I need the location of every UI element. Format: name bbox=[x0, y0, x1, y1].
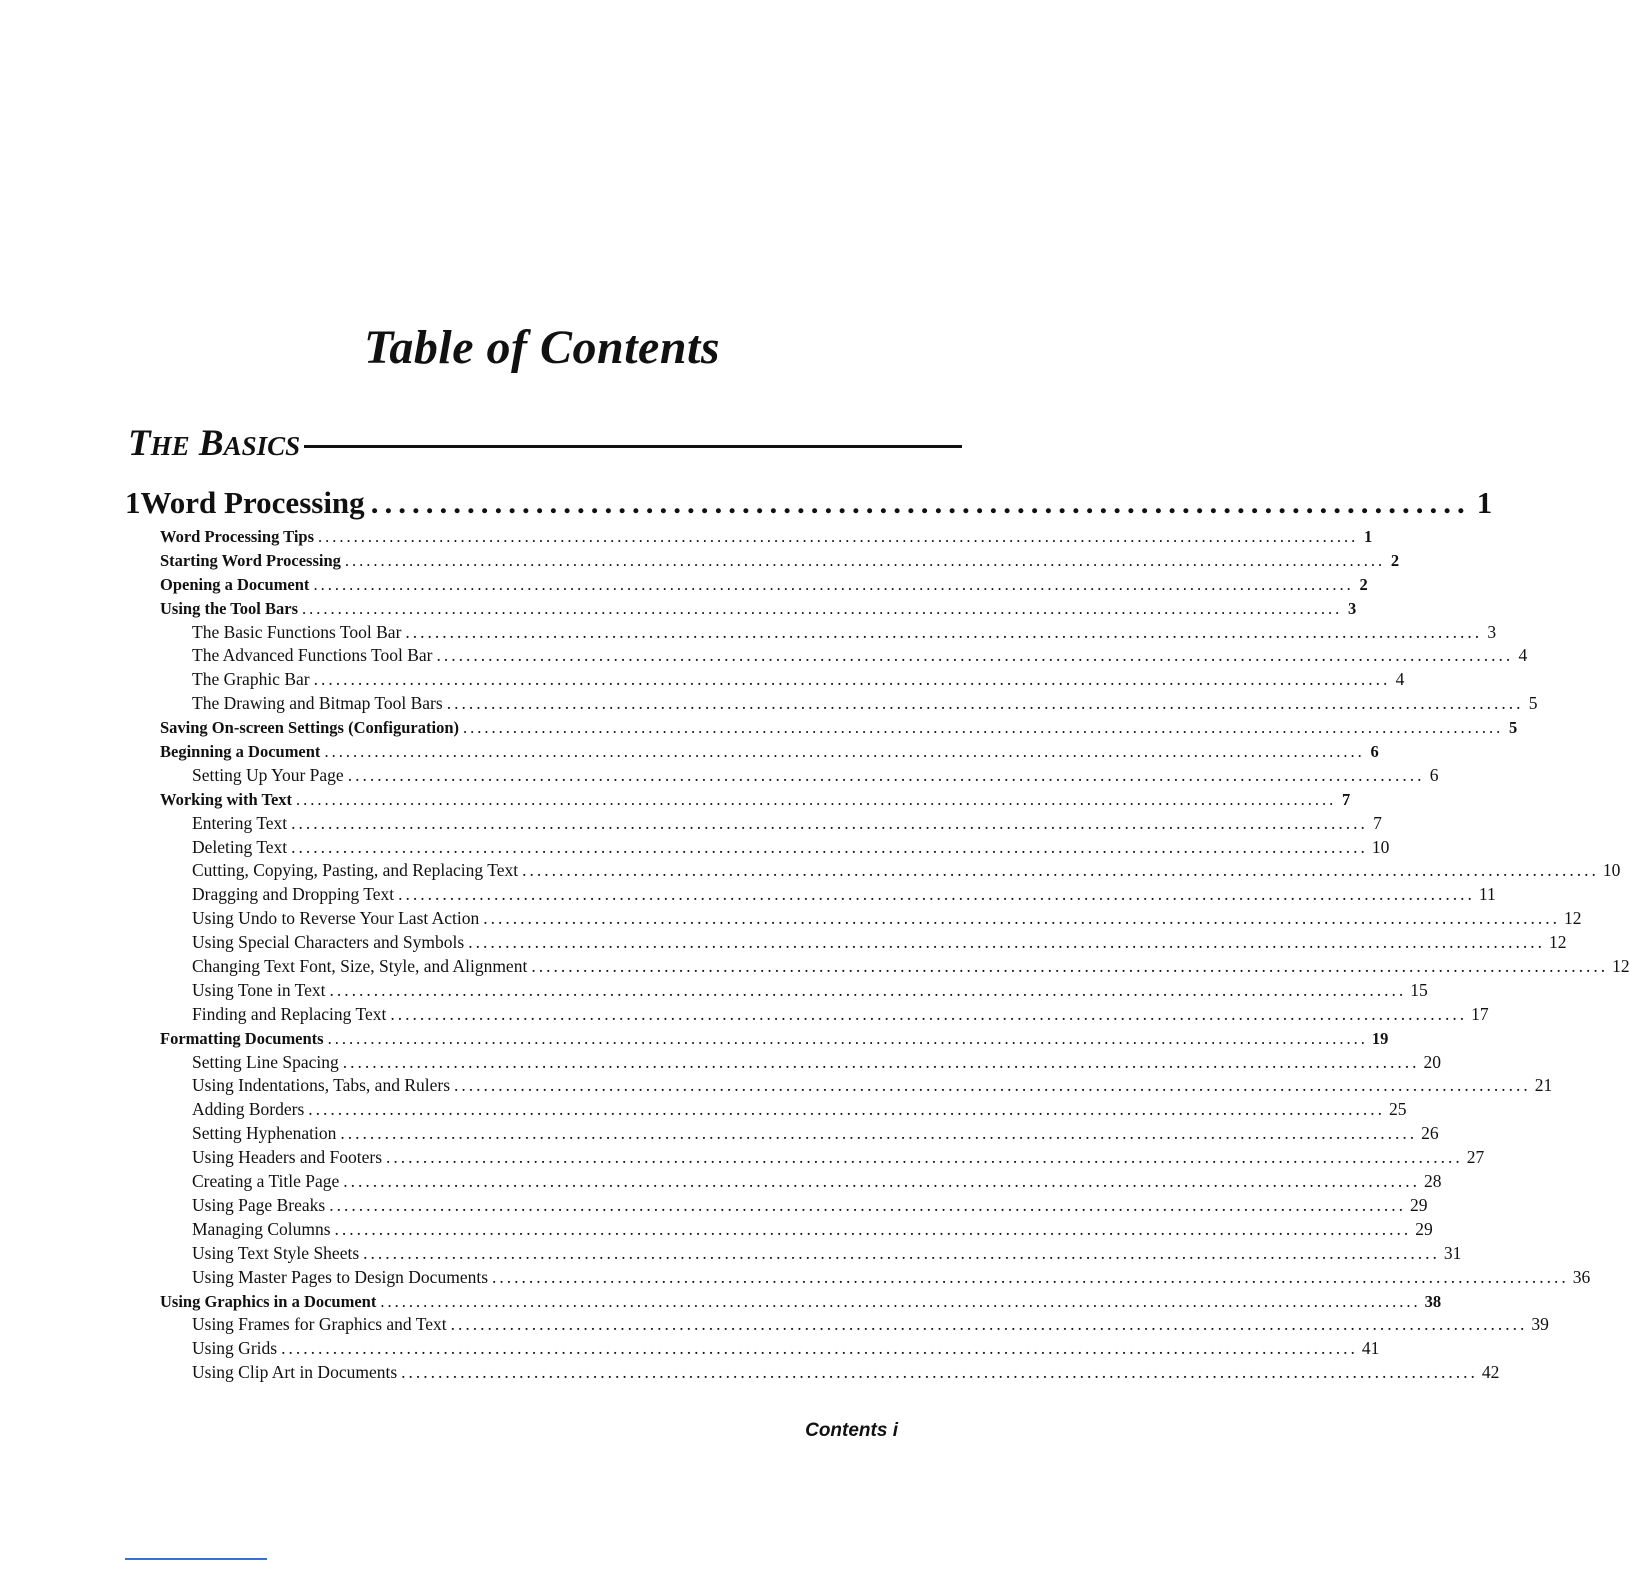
dot-leader: .................................................................................................................................................. bbox=[450, 1314, 1528, 1335]
toc-subentry: Using Frames for Graphics and Text .................................................................................................................................................. 39 bbox=[158, 1313, 960, 1337]
dot-leader: .................................................................................................................................................. bbox=[398, 884, 1475, 905]
chapter-page-number: 1 bbox=[1476, 485, 1493, 520]
toc-subentry: Adding Borders .................................................................................................................................................. 25 bbox=[158, 1098, 960, 1122]
dot-leader: .................................................................................................................................................. bbox=[329, 979, 1407, 1000]
toc-subentry: Setting Hyphenation .................................................................................................................................................. 26 bbox=[158, 1122, 960, 1146]
toc-entry: Formatting Documents .................................................................................................................................................. 19 bbox=[158, 1027, 960, 1051]
dot-leader: .................................................................................................................................................. bbox=[401, 1362, 1478, 1383]
chapter-heading bbox=[125, 485, 1493, 525]
dot-leader: .................................................................................................................................................. bbox=[492, 1266, 1569, 1287]
section-rule bbox=[304, 445, 962, 448]
toc-list bbox=[158, 525, 1630, 1385]
dot-leader: ................................................................................ bbox=[370, 485, 1471, 520]
toc-subentry: Setting Line Spacing .................................................................................................................................................. 20 bbox=[158, 1051, 960, 1075]
toc-subentry: The Graphic Bar .................................................................................................................................................. 4 bbox=[158, 668, 960, 692]
dot-leader: .................................................................................................................................................. bbox=[463, 718, 1504, 738]
toc-subentry: Dragging and Dropping Text .................................................................................................................................................. 11 bbox=[158, 883, 960, 907]
dot-leader: .................................................................................................................................................. bbox=[318, 527, 1359, 546]
toc-entry: Word Processing Tips .................................................................................................................................................. 1 bbox=[158, 525, 960, 549]
dot-leader: .................................................................................................................................................. bbox=[363, 1242, 1440, 1263]
dot-leader: .................................................................................................................................................. bbox=[342, 1051, 1420, 1072]
toc-subentry: Using Clip Art in Documents .................................................................................................................................................. 42 bbox=[158, 1361, 960, 1385]
dot-leader: .................................................................................................................................................. bbox=[327, 1028, 1368, 1048]
chapter-number: 1 bbox=[125, 485, 141, 520]
toc-subentry: Using Grids .................................................................................................................................................. 41 bbox=[158, 1337, 960, 1361]
dot-leader: .................................................................................................................................................. bbox=[340, 1123, 1418, 1144]
toc-entry: Beginning a Document .................................................................................................................................................. 6 bbox=[158, 740, 960, 764]
toc-subentry: The Basic Functions Tool Bar .................................................................................................................................................. 3 bbox=[158, 621, 960, 645]
bottom-divider bbox=[125, 1558, 267, 1560]
toc-subentry: Cutting, Copying, Pasting, and Replacing Text .................................................................................................................................................. 10 bbox=[158, 859, 960, 883]
toc-entry: Starting Word Processing .................................................................................................................................................. 2 bbox=[158, 549, 960, 573]
dot-leader: .................................................................................................................................................. bbox=[390, 1003, 1468, 1024]
dot-leader: .................................................................................................................................................. bbox=[454, 1075, 1531, 1096]
toc-subentry: Using Page Breaks .................................................................................................................................................. 29 bbox=[158, 1194, 960, 1218]
dot-leader: .................................................................................................................................................. bbox=[380, 1291, 1421, 1311]
section-title: THE BASICS bbox=[128, 422, 301, 464]
toc-subentry: The Drawing and Bitmap Tool Bars .................................................................................................................................................. 5 bbox=[158, 692, 960, 716]
dot-leader: .................................................................................................................................................. bbox=[334, 1218, 1412, 1239]
dot-leader: .................................................................................................................................................. bbox=[405, 621, 1483, 642]
dot-leader: .................................................................................................................................................. bbox=[531, 956, 1609, 977]
section-heading bbox=[128, 418, 962, 468]
dot-leader: .................................................................................................................................................. bbox=[291, 836, 1368, 857]
dot-leader: .................................................................................................................................................. bbox=[324, 742, 1365, 762]
toc-subentry: Deleting Text .................................................................................................................................................. 10 bbox=[158, 836, 960, 860]
page-title: Table of Contents bbox=[363, 321, 721, 374]
toc-subentry: Managing Columns .................................................................................................................................................. 29 bbox=[158, 1218, 960, 1242]
dot-leader: .................................................................................................................................................. bbox=[313, 669, 1391, 690]
toc-subentry: Creating a Title Page .................................................................................................................................................. 28 bbox=[158, 1170, 960, 1194]
dot-leader: .................................................................................................................................................. bbox=[343, 1171, 1421, 1192]
dot-leader: .................................................................................................................................................. bbox=[436, 645, 1514, 666]
page-footer: Contents i bbox=[805, 1420, 898, 1441]
dot-leader: .................................................................................................................................................. bbox=[291, 812, 1368, 833]
dot-leader: .................................................................................................................................................. bbox=[446, 693, 1524, 714]
toc-subentry: Changing Text Font, Size, Style, and Alignment .................................................................................................................................................. 12 bbox=[158, 955, 960, 979]
dot-leader: .................................................................................................................................................. bbox=[468, 932, 1545, 953]
dot-leader: .................................................................................................................................................. bbox=[313, 574, 1354, 594]
dot-leader: .................................................................................................................................................. bbox=[522, 860, 1599, 881]
toc-subentry: Using Master Pages to Design Documents .................................................................................................................................................. 36 bbox=[158, 1266, 960, 1290]
toc-subentry: Setting Up Your Page .................................................................................................................................................. 6 bbox=[158, 764, 960, 788]
dot-leader: .................................................................................................................................................. bbox=[344, 550, 1386, 570]
dot-leader: .................................................................................................................................................. bbox=[308, 1099, 1386, 1120]
toc-subentry: Using Tone in Text .................................................................................................................................................. 15 bbox=[158, 979, 960, 1003]
dot-leader: .................................................................................................................................................. bbox=[386, 1147, 1463, 1168]
toc-subentry: Using Text Style Sheets .................................................................................................................................................. 31 bbox=[158, 1242, 960, 1266]
toc-subentry: Using Special Characters and Symbols .................................................................................................................................................. 12 bbox=[158, 931, 960, 955]
dot-leader: .................................................................................................................................................. bbox=[347, 764, 1425, 785]
dot-leader: .................................................................................................................................................. bbox=[281, 1338, 1358, 1359]
toc-entry: Using Graphics in a Document .................................................................................................................................................. 38 bbox=[158, 1290, 960, 1314]
toc-subentry: Using Headers and Footers .................................................................................................................................................. 27 bbox=[158, 1146, 960, 1170]
toc-subentry: Finding and Replacing Text .................................................................................................................................................. 17 bbox=[158, 1003, 960, 1027]
dot-leader: .................................................................................................................................................. bbox=[329, 1194, 1406, 1215]
toc-entry: Saving On-screen Settings (Configuration) .................................................................................................................................................. 5 bbox=[158, 716, 960, 740]
toc-subentry: Entering Text .................................................................................................................................................. 7 bbox=[158, 812, 960, 836]
toc-subentry: Using Undo to Reverse Your Last Action .................................................................................................................................................. 12 bbox=[158, 907, 960, 931]
dot-leader: .................................................................................................................................................. bbox=[302, 598, 1343, 618]
toc-subentry: The Advanced Functions Tool Bar .................................................................................................................................................. 4 bbox=[158, 644, 960, 668]
dot-leader: .................................................................................................................................................. bbox=[296, 789, 1337, 809]
toc-entry: Working with Text .................................................................................................................................................. 7 bbox=[158, 788, 960, 812]
dot-leader: .................................................................................................................................................. bbox=[483, 908, 1561, 929]
toc-subentry: Using Indentations, Tabs, and Rulers .................................................................................................................................................. 21 bbox=[158, 1074, 960, 1098]
toc-entry: Opening a Document .................................................................................................................................................. 2 bbox=[158, 573, 960, 597]
toc-entry: Using the Tool Bars .................................................................................................................................................. 3 bbox=[158, 597, 960, 621]
chapter-title: Word Processing bbox=[140, 485, 365, 520]
